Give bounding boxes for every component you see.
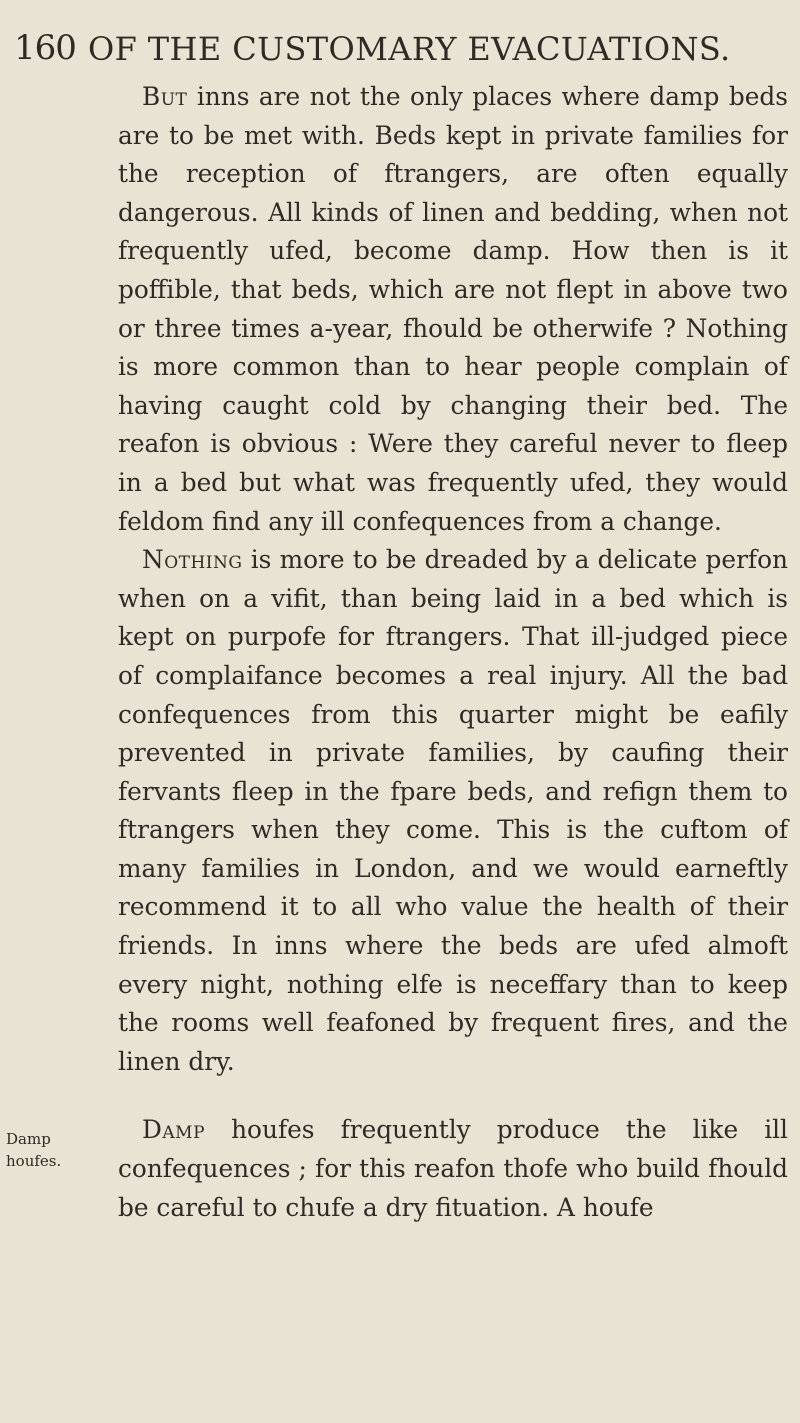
paragraph-text: inns are not the only places where damp beds are to be met with. Beds kept in private families for the reception of ftrangers, are often equally dangerous. All kinds of linen and bedding, when not frequently ufed, become damp. How then is it poffible, that beds, which are not flept in above two or three times a-year, fhould be otherwife ? Nothing is more common than to hear people complain of having caught cold by changing their bed. The reafon is obvious : Were they careful never to fleep in a bed but what was frequently ufed, they would feldom find any ill confequences from a change.: [118, 82, 788, 536]
paragraph-text: houfes frequently produce the like ill confequences ; for this reafon thofe who build fhould be careful to chufe a dry fituation. A houfe: [118, 1115, 788, 1222]
marginal-note-line: Damp: [6, 1130, 51, 1148]
paragraph-lead-word: Damp: [142, 1115, 206, 1145]
paragraph-damp-houses: [118, 1111, 788, 1227]
paragraph-beds-for-strangers: [118, 541, 788, 1081]
paragraph-lead-word: Nothing: [142, 545, 243, 575]
paragraph-gap: [118, 1081, 788, 1111]
paragraph-text: is more to be dreaded by a delicate perfon when on a vifit, than being laid in a bed which is kept on purpofe for ftrangers. That ill-judged piece of complaifance becomes a real injury. All the bad confequences from this quarter might be eafily prevented in private families, by caufing their fervants fleep in the fpare beds, and refign them to ftrangers when they come. This is the cuftom of many families in London, and we would earneftly recommend it to all who value the health of their friends. In inns where the beds are ufed almoft every night, nothing elfe is neceffary than to keep the rooms well feafoned by frequent fires, and the linen dry.: [118, 545, 788, 1076]
page-number: 160: [14, 28, 76, 68]
paragraph-lead-word: But: [142, 82, 188, 111]
body-text: [118, 78, 788, 1227]
marginal-note-line: houfes.: [6, 1152, 62, 1170]
marginal-note: [6, 1128, 106, 1172]
running-title: OF THE CUSTOMARY EVACUATIONS.: [88, 30, 731, 68]
paragraph-damp-beds-private-families: [118, 78, 788, 541]
page-header: [14, 18, 784, 78]
